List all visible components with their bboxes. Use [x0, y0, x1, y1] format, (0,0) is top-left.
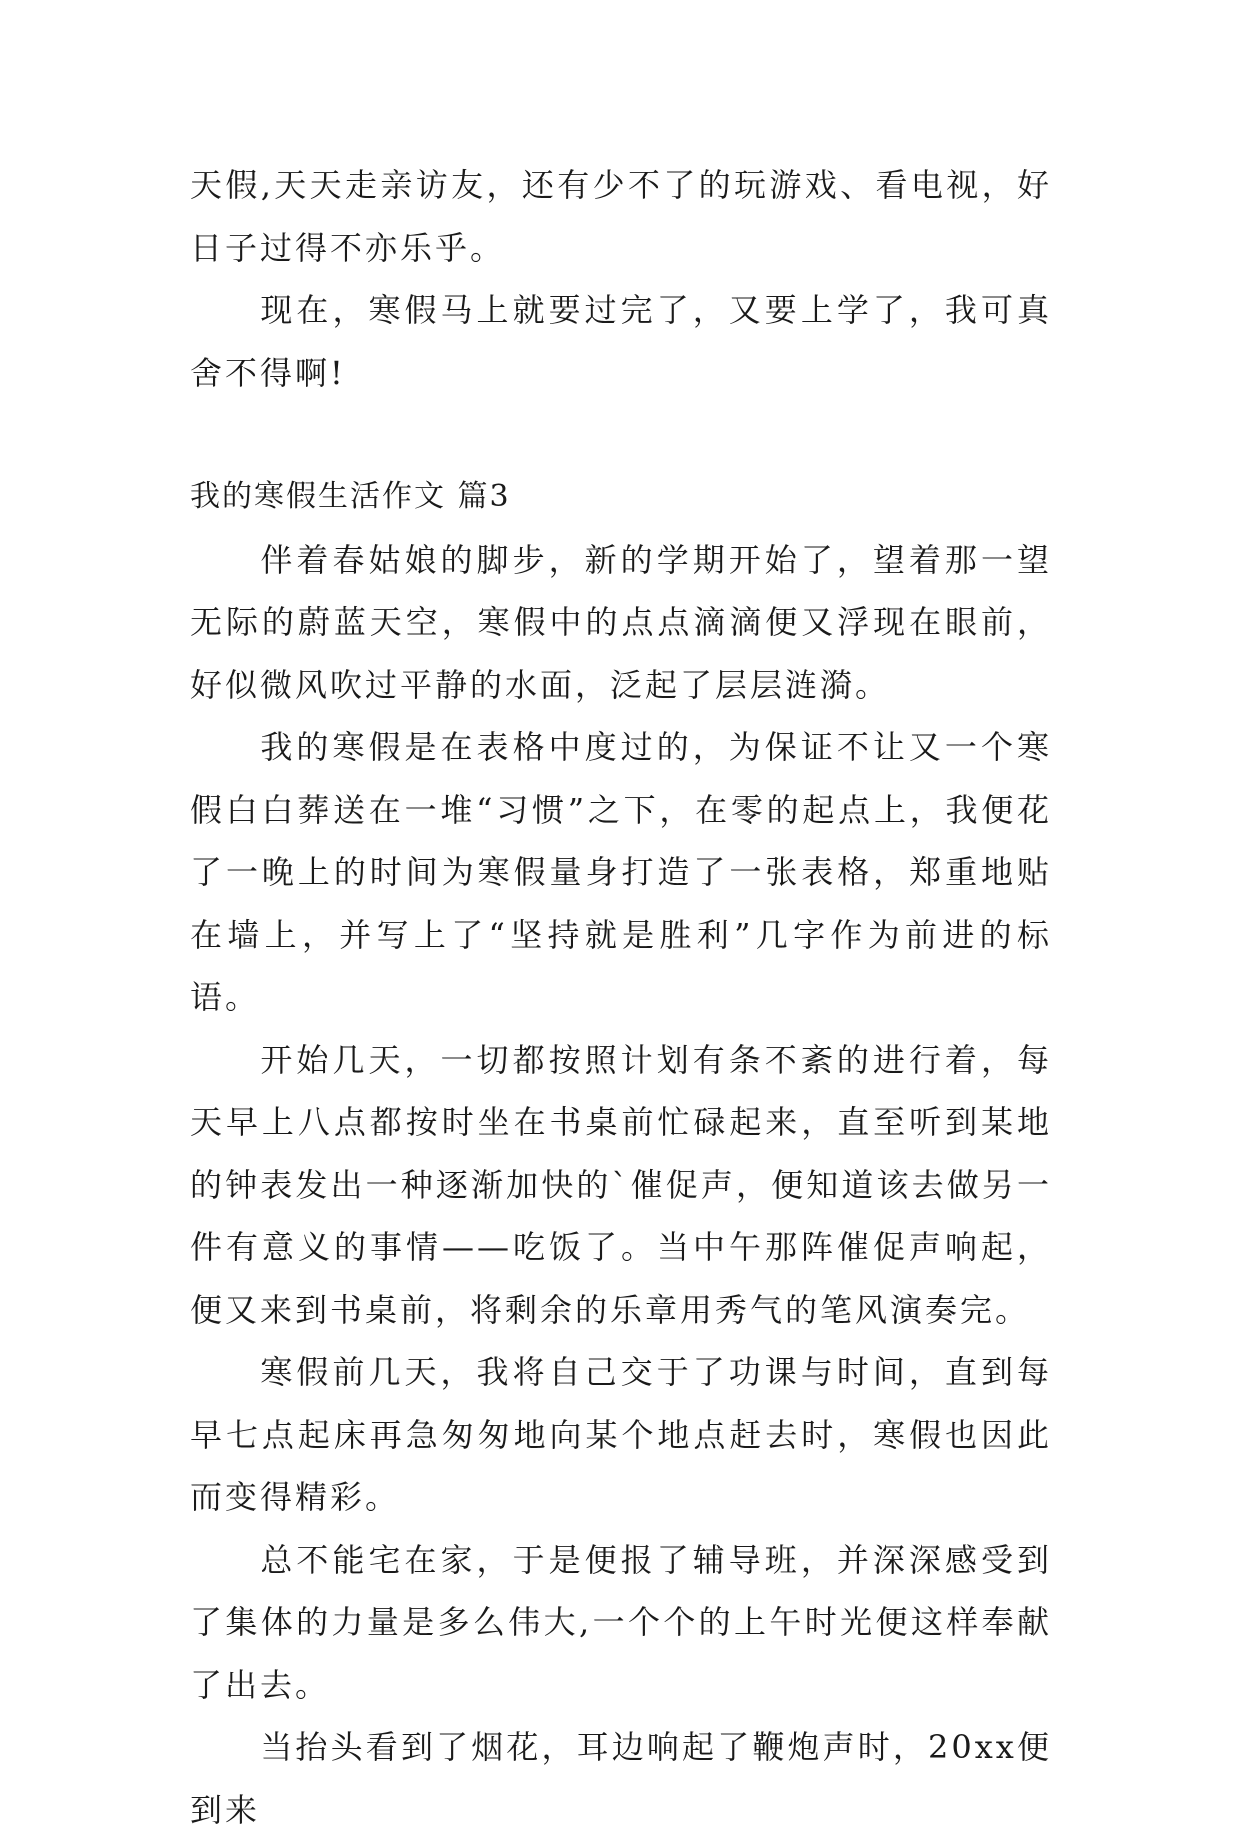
section-heading: 我的寒假生活作文 篇3: [190, 479, 511, 514]
paragraph: 总不能宅在家，于是便报了辅导班，并深深感受到了集体的力量是多么伟大,一个个的上午时光便这样奉献了出去。: [190, 1540, 1052, 1704]
paragraph: 伴着春姑娘的脚步，新的学期开始了，望着那一望无际的蔚蓝天空，寒假中的点点滴滴便又浮现在眼前，好似微风吹过平静的水面，泛起了层层涟漪。: [190, 540, 1052, 704]
paragraph-continued: 天假,天天走亲访友，还有少不了的玩游戏、看电视，好日子过得不亦乐乎。: [190, 166, 1052, 267]
paragraph: 我的寒假是在表格中度过的，为保证不让又一个寒假白白葬送在一堆“习惯”之下，在零的起点上，我便花了一晚上的时间为寒假量身打造了一张表格，郑重地贴在墙上，并写上了“坚持就是胜利”几字作为前进的标语。: [190, 728, 1052, 1016]
paragraph: 现在，寒假马上就要过完了，又要上学了，我可真舍不得啊!: [190, 291, 1052, 392]
document-body: [190, 154, 1052, 1841]
paragraph: 当抬头看到了烟花，耳边响起了鞭炮声时，20xx便到来: [190, 1728, 1052, 1829]
paragraph: 寒假前几天，我将自己交于了功课与时间，直到每早七点起床再急匆匆地向某个地点赶去时，寒假也因此而变得精彩。: [190, 1353, 1052, 1516]
paragraph: 开始几天，一切都按照计划有条不紊的进行着，每天早上八点都按时坐在书桌前忙碌起来，直至听到某地的钟表发出一种逐渐加快的`催促声，便知道该去做另一件有意义的事情——吃饭了。当中午那阵催促声响起，便又来到书桌前，将剩余的乐章用秀气的笔风演奏完。: [190, 1040, 1052, 1329]
